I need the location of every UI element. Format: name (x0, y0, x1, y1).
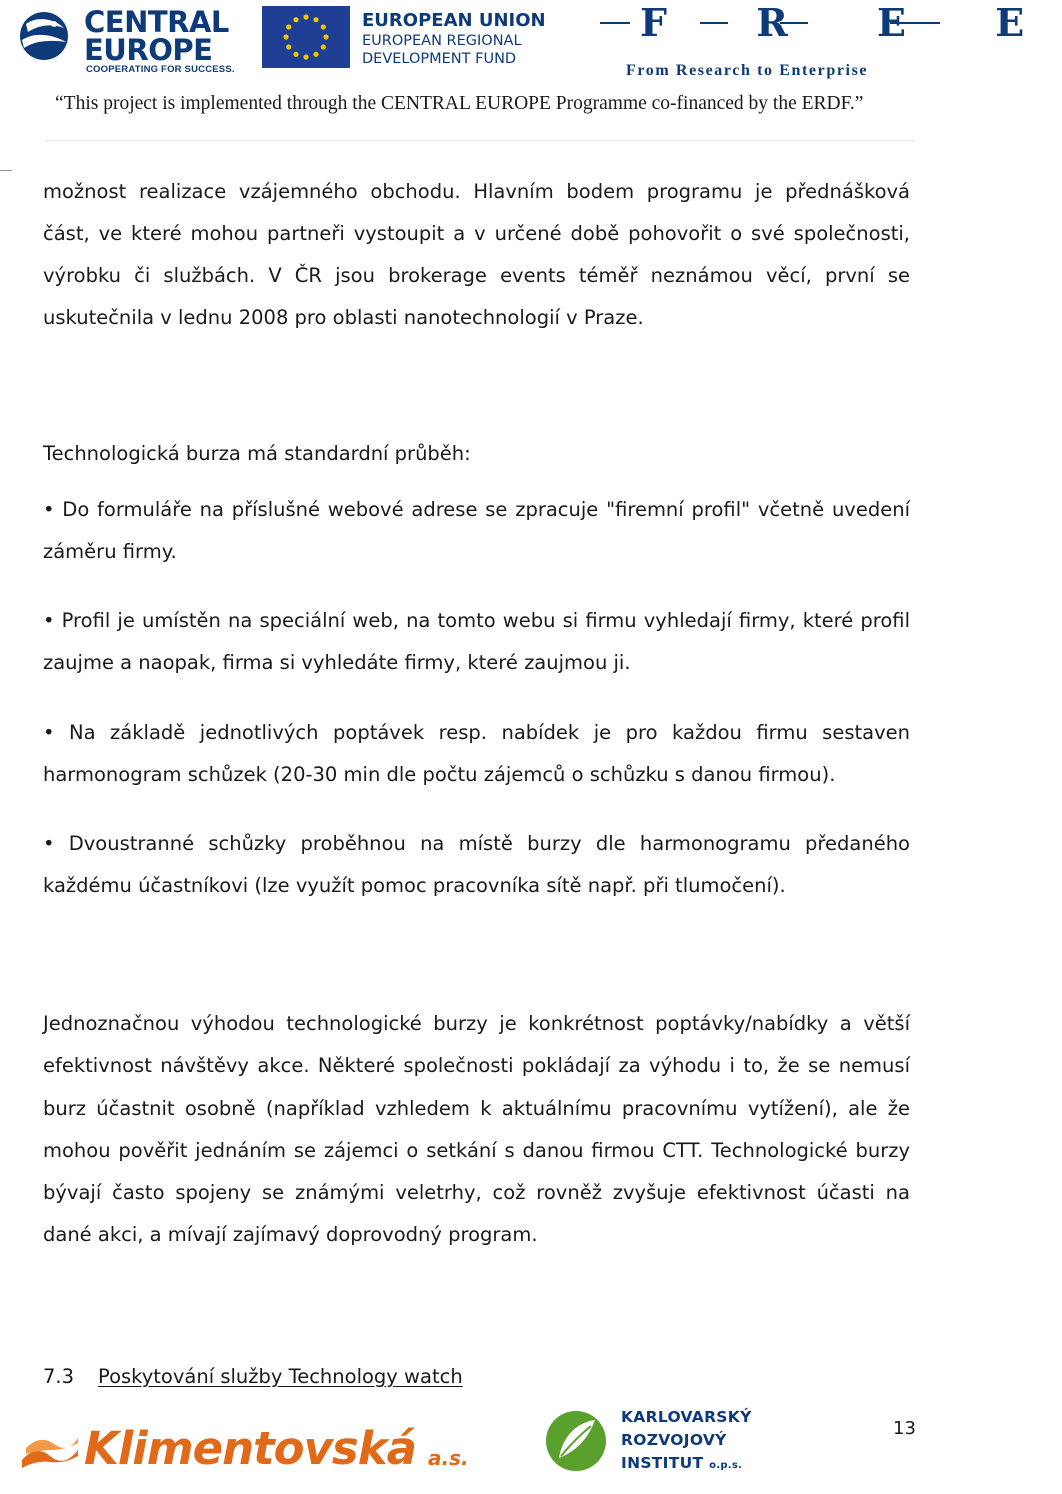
page-number: 13 (893, 1418, 916, 1439)
kri-line3 (621, 1456, 742, 1472)
kri-line2: ROZVOJOVÝ (621, 1431, 727, 1449)
section-heading (43, 1356, 463, 1398)
klimentovska-name: Klimentovská (84, 1422, 417, 1475)
bullet-item-2: • Profil je umístěn na speciální web, na tomto webu si firmu vyhledají firmy, které profil zaujme a naopak, firma si vyhledáte firmy, které zaujmou ji. (43, 609, 910, 674)
list-heading: Technologická burza má standardní průběh: (43, 442, 471, 465)
free-tagline: From Research to Enterprise (626, 62, 869, 79)
section-title: Poskytování služby Technology watch (98, 1365, 463, 1388)
bullet-item-1: • Do formuláře na příslušné webové adrese se zpracuje "firemní profil" včetně uvedení záměru firmy. (43, 498, 910, 563)
leaf-icon (545, 1406, 607, 1476)
free-line-left (600, 22, 630, 24)
ce-title-line1: CENTRAL (84, 5, 229, 39)
header-divider (45, 140, 915, 141)
eu-line2: EUROPEAN REGIONAL (362, 33, 522, 49)
wave-icon (20, 1430, 80, 1474)
klimentovska-logo (20, 1420, 500, 1490)
eu-flag-icon (262, 6, 350, 68)
kri-line1: KARLOVARSKÝ (621, 1408, 752, 1426)
section-number: 7.3 (43, 1365, 75, 1388)
ce-title-line2: EUROPE (84, 33, 213, 67)
central-europe-logo (14, 4, 239, 74)
eu-line3: DEVELOPMENT FUND (362, 51, 517, 67)
eu-line1: EUROPEAN UNION (362, 10, 546, 31)
klimentovska-suffix: a.s. (428, 1446, 469, 1470)
paragraph-advantages: Jednoznačnou výhodou technologické burzy je konkrétnost poptávky/nabídky a větší efektivnost návštěvy akce. Některé společnosti pokládají za výhodu i to, že se nemusí burz účastnit osobně (například vzhledem k aktuálnímu pracovnímu vytížení), ale že mohou pověřit jednáním se zájemci o setkání s danou firmou CTT. Technologické burzy bývají často spojeny se známými veletrhy, což rovněž zvyšuje efektivnost účasti na dané akci, a mívají zajímavý doprovodný program. (43, 1012, 910, 1247)
paragraph-intro: možnost realizace vzájemného obchodu. Hlavním bodem programu je přednášková část, ve které mohou partneři vystoupit a v určené době pohovořit o své společnosti, výrobku či službách. V ČR jsou brokerage events téměř neznámou věcí, první se uskutečnila v lednu 2008 pro oblasti nanotechnologií v Praze. (43, 180, 910, 329)
kri-line3-text: INSTITUT (621, 1454, 704, 1472)
margin-mark (0, 170, 12, 171)
globe-icon (14, 10, 82, 62)
free-title: F R E E (640, 0, 1062, 45)
free-logo (600, 0, 1062, 85)
kri-suffix: o.p.s. (709, 1460, 743, 1471)
bullet-item-3: • Na základě jednotlivých poptávek resp. nabídek je pro každou firmu sestaven harmonogram schůzek (20-30 min dle počtu zájemců o schůzku s danou firmou). (43, 721, 910, 786)
kri-logo (545, 1400, 775, 1485)
project-note: “This project is implemented through the CENTRAL EUROPE Programme co-financed by the ERDF.” (55, 93, 864, 114)
eu-logo (262, 6, 546, 70)
ce-tagline: COOPERATING FOR SUCCESS. (86, 64, 235, 75)
bullet-item-4: • Dvoustranné schůzky proběhnou na místě burzy dle harmonogramu předaného každému účastníkovi (lze využít pomoc pracovníka sítě např. při tlumočení). (43, 832, 910, 897)
